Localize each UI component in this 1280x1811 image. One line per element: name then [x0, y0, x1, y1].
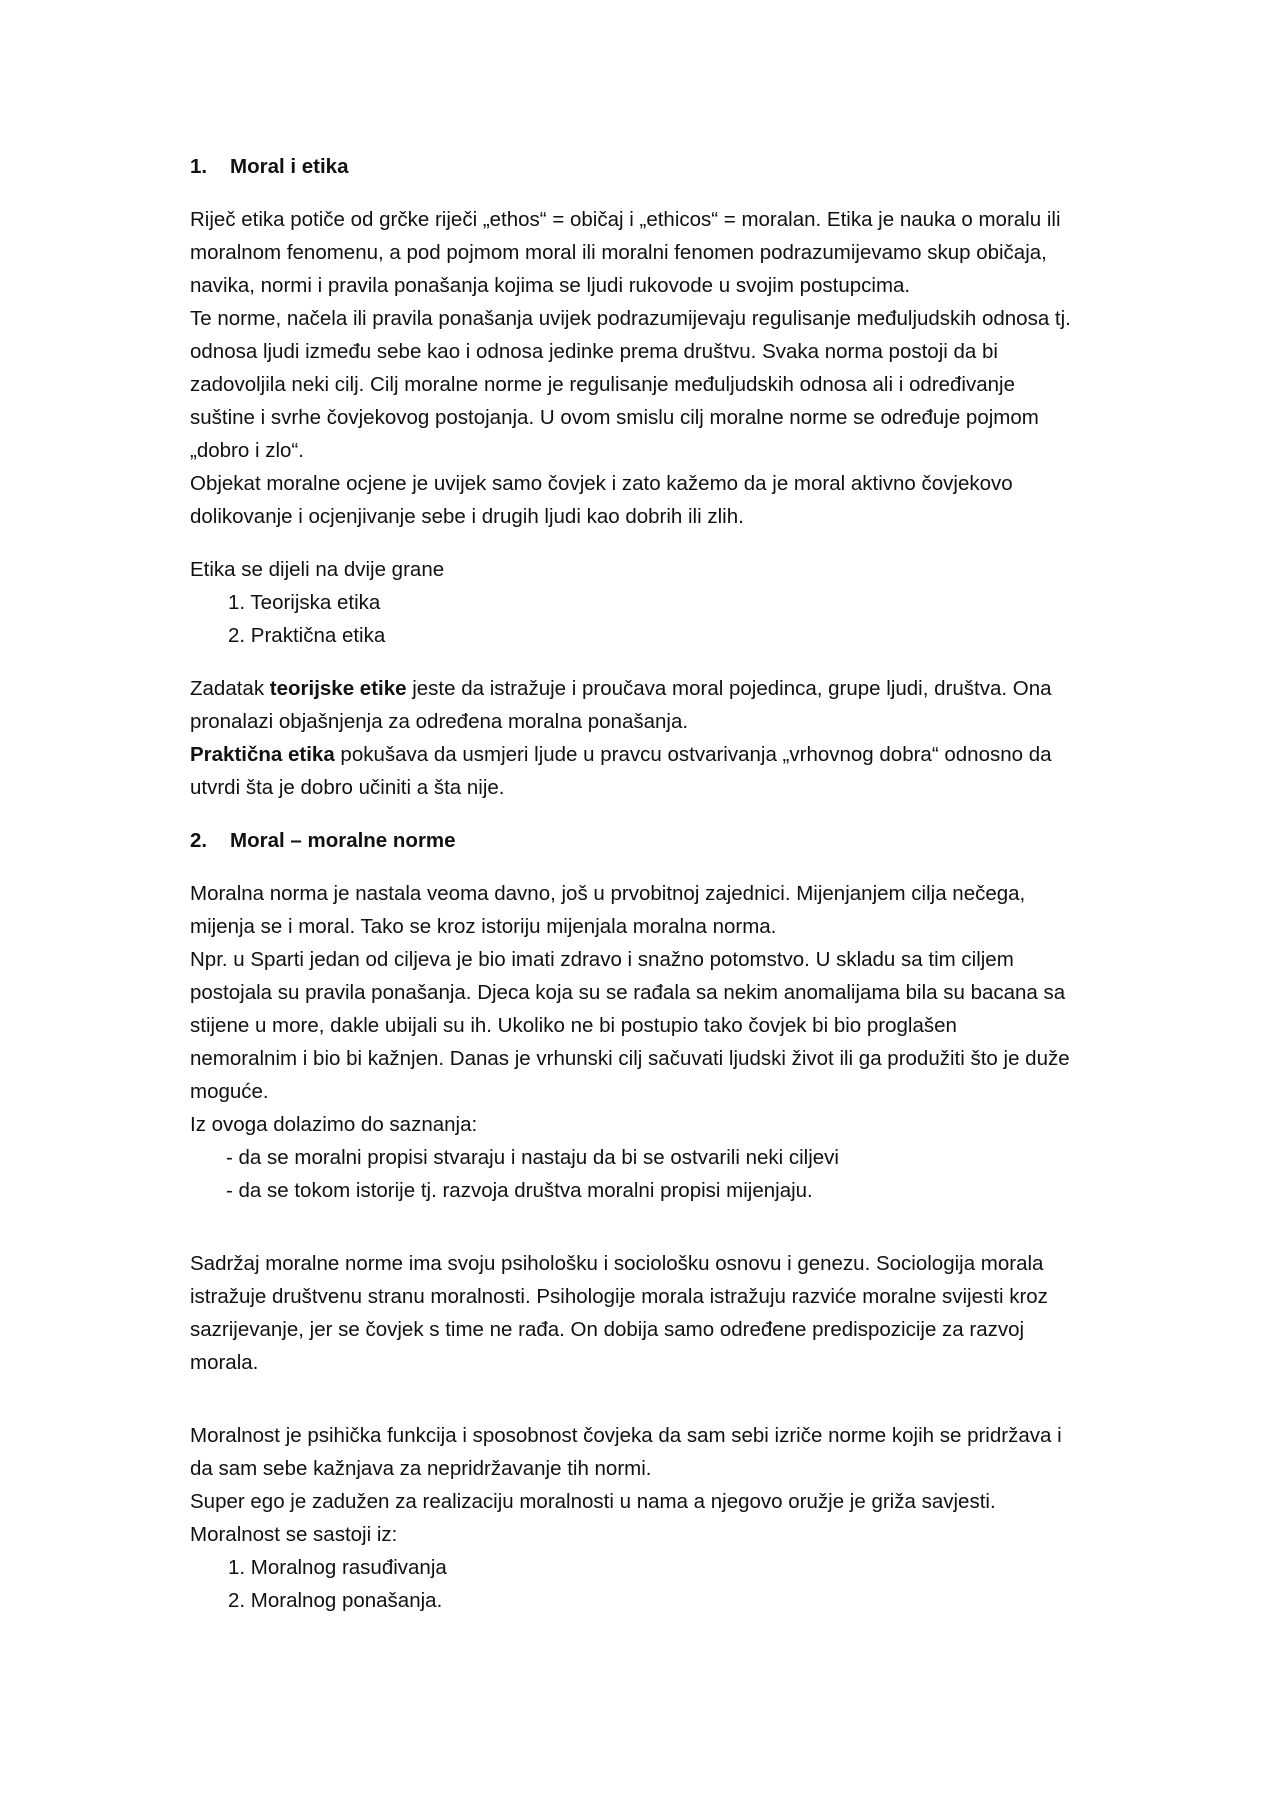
text-line: Riječ etika potiče od grčke riječi „ethos“ = običaj i „ethicos“ = moralan. Etika je nauka o moralu ili	[190, 208, 1061, 231]
bold-term: Praktična etika	[190, 743, 335, 766]
paragraph-branches-description	[190, 672, 1120, 804]
list-item: 1. Moralnog rasuđivanja	[228, 1556, 447, 1579]
list-item: 2. Praktična etika	[228, 624, 386, 647]
text-fragment: pokušava da usmjeri ljude u pravcu ostvarivanja „vrhovnog dobra“ odnosno da	[334, 743, 1052, 766]
branches-list	[190, 586, 1120, 652]
paragraph-morality-definition	[190, 1419, 1120, 1617]
text-line: Npr. u Sparti jedan od ciljeva je bio imati zdravo i snažno potomstvo. U skladu sa tim ciljem	[190, 948, 1014, 971]
paragraph-moral-norm-history	[190, 877, 1120, 1207]
text-line: odnosa ljudi između sebe kao i odnosa jedinke prema društvu. Svaka norma postoji da bi	[190, 340, 998, 363]
text-fragment: jeste da istražuje i proučava moral pojedinca, grupe ljudi, društva. Ona	[406, 677, 1052, 700]
list-item: 1. Teorijska etika	[228, 591, 381, 614]
text-line: Moralnost je psihička funkcija i sposobnost čovjeka da sam sebi izriče norme kojih se pridržava i	[190, 1424, 1062, 1447]
text-fragment: Zadatak	[190, 677, 270, 700]
branches-block	[190, 553, 1120, 652]
spacer	[190, 1399, 1120, 1419]
text-line: Super ego je zadužen za realizaciju moralnosti u nama a njegovo oružje je griža savjesti.	[190, 1490, 996, 1513]
bold-term: teorijske etike	[269, 677, 407, 700]
components-list	[190, 1551, 1120, 1617]
branches-intro: Etika se dijeli na dvije grane	[190, 558, 445, 581]
text-line: Moralna norma je nastala veoma davno, još u prvobitnoj zajednici. Mijenjanjem cilja nečega,	[190, 882, 1026, 905]
document-page	[190, 150, 1120, 1617]
text-line	[190, 738, 1120, 771]
text-line: zadovoljila neki cilj. Cilj moralne norme je regulisanje međuljudskih odnosa ali i određivanje	[190, 373, 1015, 396]
text-line: pronalazi objašnjenja za određena moralna ponašanja.	[190, 710, 689, 733]
text-line: da sam sebe kažnjava za nepridržavanje tih normi.	[190, 1457, 652, 1480]
text-line: Iz ovoga dolazimo do saznanja:	[190, 1113, 478, 1136]
text-line	[190, 672, 1120, 705]
list-item: - da se moralni propisi stvaraju i nastaju da bi se ostvarili neki ciljevi	[226, 1146, 839, 1169]
text-line: Te norme, načela ili pravila ponašanja uvijek podrazumijevaju regulisanje međuljudskih odnosa tj.	[190, 307, 1071, 330]
section-title: Moral i etika	[230, 155, 349, 178]
text-line: nemoralnim i bio bi kažnjen. Danas je vrhunski cilj sačuvati ljudski život ili ga produžiti što je duže	[190, 1047, 1070, 1070]
text-line: istražuje društvenu stranu moralnosti. Psihologije morala istražuju razviće moralne svijesti kroz	[190, 1285, 1048, 1308]
spacer	[190, 1227, 1120, 1247]
section-number: 1.	[190, 155, 208, 178]
text-line: suštine i svrhe čovjekovog postojanja. U ovom smislu cilj moralne norme se određuje pojmom	[190, 406, 1039, 429]
text-line: dolikovanje i ocjenjivanje sebe i drugih ljudi kao dobrih ili zlih.	[190, 505, 744, 528]
text-line: „dobro i zlo“.	[190, 439, 304, 462]
text-line: Sadržaj moralne norme ima svoju psihološku i sociološku osnovu i genezu. Sociologija morala	[190, 1252, 1044, 1275]
text-line: moguće.	[190, 1080, 269, 1103]
section-number: 2.	[190, 829, 208, 852]
section-heading-1	[190, 150, 1120, 183]
text-line: Objekat moralne ocjene je uvijek samo čovjek i zato kažemo da je moral aktivno čovjekovo	[190, 472, 1013, 495]
text-line: navika, normi i pravila ponašanja kojima se ljudi rukovode u svojim postupcima.	[190, 274, 911, 297]
text-line: postojala su pravila ponašanja. Djeca koja su se rađala sa nekim anomalijama bila su bacana sa	[190, 981, 1066, 1004]
list-item: - da se tokom istorije tj. razvoja društva moralni propisi mijenjaju.	[226, 1179, 813, 1202]
text-line: utvrdi šta je dobro učiniti a šta nije.	[190, 776, 505, 799]
paragraph-moral-norm-content	[190, 1247, 1120, 1379]
section-title: Moral – moralne norme	[230, 829, 456, 852]
text-line: mijenja se i moral. Tako se kroz istoriju mijenjala moralna norma.	[190, 915, 777, 938]
text-line: stijene u more, dakle ubijali su ih. Ukoliko ne bi postupio tako čovjek bi bio proglašen	[190, 1014, 957, 1037]
list-item: 2. Moralnog ponašanja.	[228, 1589, 443, 1612]
paragraph-ethics-definition	[190, 203, 1120, 533]
conclusions-list	[190, 1141, 1120, 1207]
text-line: Moralnost se sastoji iz:	[190, 1523, 398, 1546]
text-line: moralnom fenomenu, a pod pojmom moral ili moralni fenomen podrazumijevamo skup običaja,	[190, 241, 1047, 264]
text-line: morala.	[190, 1351, 259, 1374]
section-heading-2	[190, 824, 1120, 857]
text-line: sazrijevanje, jer se čovjek s time ne rađa. On dobija samo određene predispozicije za razvoj	[190, 1318, 1025, 1341]
